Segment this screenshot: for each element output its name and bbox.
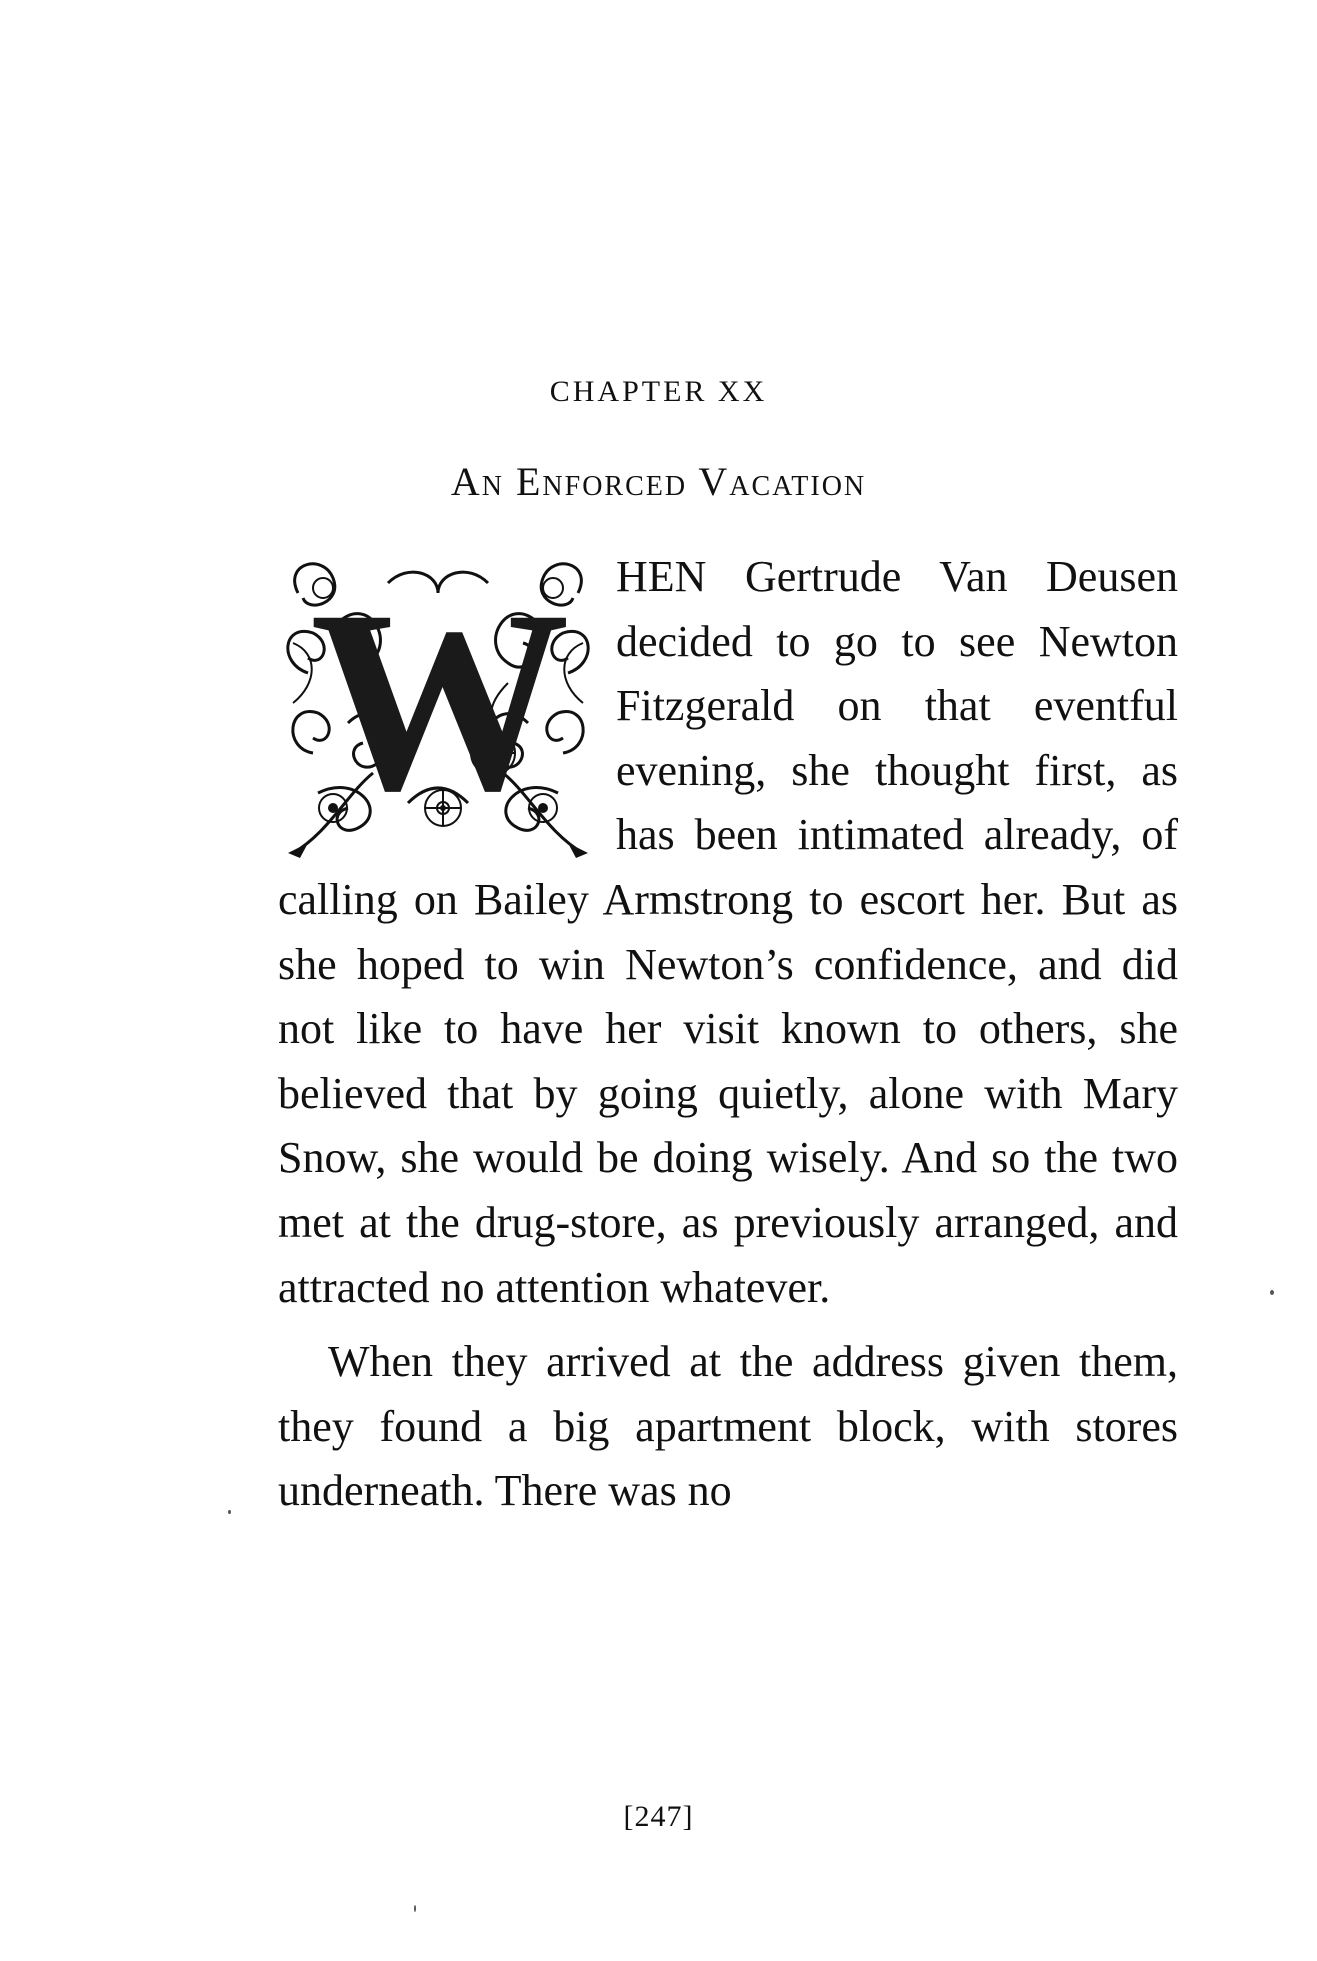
paragraph-1: HEN Gertrude Van Deusen decided to go to see Newton Fitzgerald on that eventful evening, she thought first, as has been intimated already, of calling on Bailey Armstrong to escort her. But as she hoped to win Newton’s confidence, and did not like to have her visit known to others, she believed that by going quietly, alone with Mary Snow, she would be doing wisely. And so the two met at the drug-store, as previously arranged, and attracted no attention whatever. xyxy=(278,552,1178,1312)
ornamental-floral-initial-icon xyxy=(278,553,598,863)
drop-cap-letter: W xyxy=(310,557,570,845)
scan-speck xyxy=(1270,1290,1274,1295)
scan-speck xyxy=(228,1510,231,1514)
page-number: [247] xyxy=(623,1800,694,1833)
paragraph-2: When they arrived at the address given them, they found a big apartment block, with stores underneath. There was no xyxy=(278,1337,1178,1516)
scan-speck xyxy=(414,1905,416,1912)
chapter-number: CHAPTER XX xyxy=(549,375,768,408)
body-text xyxy=(278,545,1178,1524)
chapter-title: An Enforced Vacation xyxy=(450,459,867,504)
